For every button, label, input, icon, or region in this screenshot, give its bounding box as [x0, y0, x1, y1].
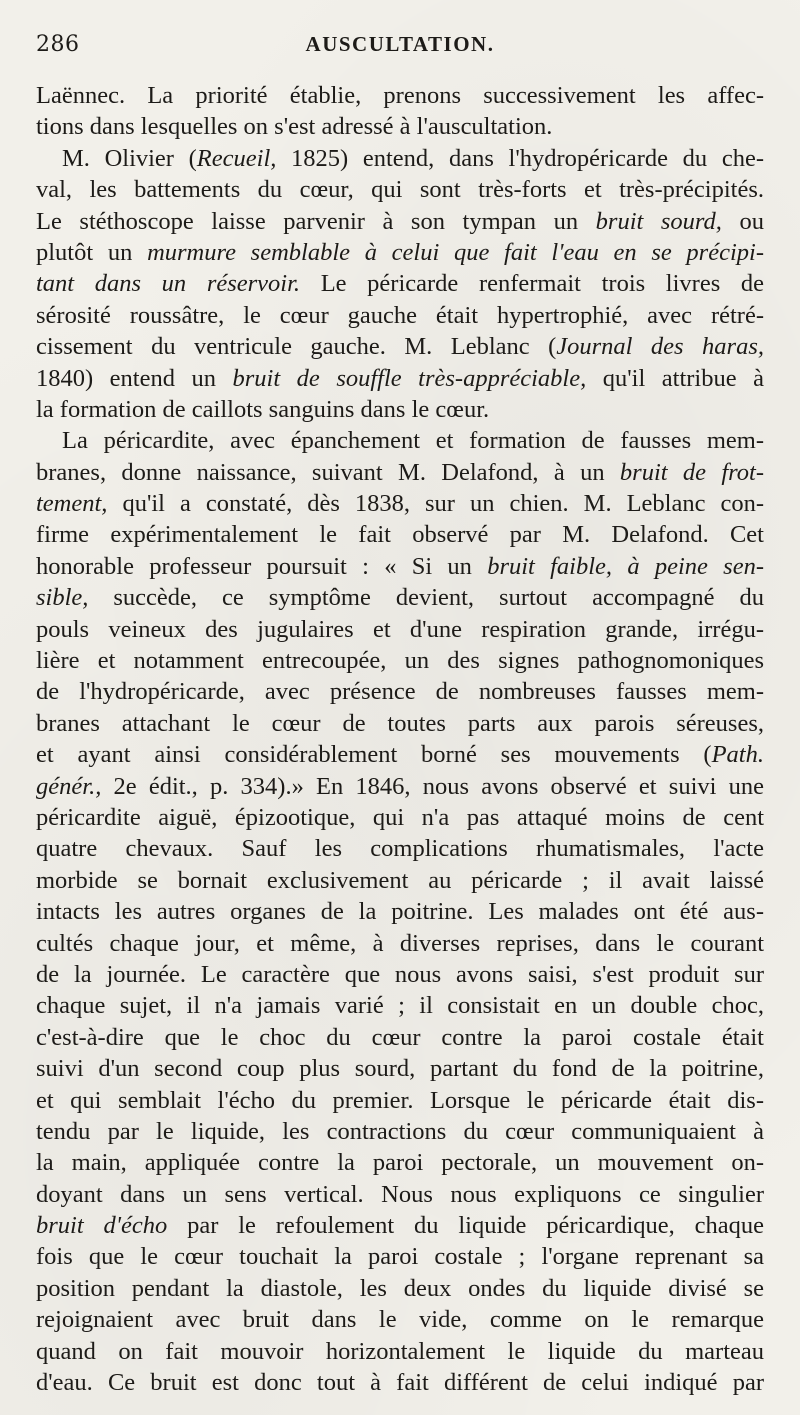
text-line — [36, 1179, 764, 1210]
text-run: 1840) entend un — [36, 364, 233, 392]
text-run: la formation de caillots sanguins dans le cœur. — [36, 395, 490, 423]
text-line — [36, 457, 764, 488]
text-line — [36, 1147, 764, 1178]
text-line — [36, 614, 764, 645]
text-line — [36, 331, 764, 362]
italic-text: Recueil, — [196, 144, 277, 172]
text-run: sérosité roussâtre, le cœur gauche était hypertrophié, avec rétré- — [36, 301, 764, 329]
italic-text: bruit d'écho — [36, 1212, 168, 1240]
italic-text: bruit faible, à peine sen- — [487, 552, 764, 580]
text-line — [36, 1022, 764, 1053]
text-line — [36, 1273, 764, 1304]
text-run: La péricardite, avec épanchement et formation de fausses mem- — [62, 427, 764, 455]
running-head: AUSCULTATION. — [305, 32, 495, 56]
italic-text: bruit de souffle très-appréciable, — [232, 364, 587, 392]
text-line — [36, 896, 764, 927]
text-run: 1825) entend, dans l'hydropéricarde du che- — [276, 144, 765, 172]
text-run: cissement du ventricule gauche. M. Leblanc ( — [36, 333, 557, 361]
text-run: val, les battements du cœur, qui sont très-forts et très-précipités. — [36, 176, 764, 204]
text-line — [36, 1116, 764, 1147]
text-line — [36, 645, 764, 676]
text-line — [36, 363, 764, 394]
text-line — [36, 80, 764, 111]
text-line — [36, 1053, 764, 1084]
text-run: 2e édit., p. 334).» En 1846, nous avons observé et suivi une — [101, 772, 764, 800]
text-run: suivi d'un second coup plus sourd, partant du fond de la poitrine, — [36, 1055, 764, 1083]
text-line — [36, 582, 764, 613]
text-line — [36, 394, 764, 425]
text-line — [36, 959, 764, 990]
text-line — [36, 676, 764, 707]
text-run: doyant dans un sens vertical. Nous nous expliquons ce singulier — [36, 1180, 764, 1208]
italic-text: tement, — [36, 490, 108, 518]
text-run: c'est-à-dire que le choc du cœur contre la paroi costale était — [36, 1023, 764, 1051]
text-run: péricardite aiguë, épizootique, qui n'a pas attaqué moins de cent — [36, 803, 764, 831]
text-run: quand on fait mouvoir horizontalement le liquide du marteau — [36, 1337, 764, 1365]
text-run: d'eau. Ce bruit est donc tout à fait différent de celui indiqué par — [36, 1369, 764, 1397]
text-line — [36, 174, 764, 205]
italic-text: bruit de frot- — [619, 458, 765, 486]
text-run: position pendant la diastole, les deux ondes du liquide divisé se — [36, 1274, 764, 1302]
text-run: tions dans lesquelles on s'est adressé à l'auscultation. — [36, 113, 553, 141]
text-line — [36, 739, 764, 770]
text-line — [36, 708, 764, 739]
text-line — [36, 206, 764, 237]
text-line — [36, 143, 764, 174]
text-run: intacts les autres organes de la poitrine. Les malades ont été aus- — [36, 898, 764, 926]
text-line — [36, 519, 764, 550]
text-line — [36, 990, 764, 1021]
text-run: fois que le cœur touchait la paroi costale ; l'organe reprenant sa — [36, 1243, 764, 1271]
italic-text: sible, — [36, 584, 89, 612]
italic-text: bruit sourd, — [595, 207, 722, 235]
text-line — [36, 1085, 764, 1116]
text-run: honorable professeur poursuit : « Si un — [36, 552, 488, 580]
text-run: pouls veineux des jugulaires et d'une respiration grande, irrégu- — [36, 615, 764, 643]
text-run: de l'hydropéricarde, avec présence de nombreuses fausses mem- — [36, 678, 764, 706]
text-run: quatre chevaux. Sauf les complications rhumatismales, l'acte — [36, 835, 764, 863]
text-run: cultés chaque jour, et même, à diverses reprises, dans le courant — [36, 929, 764, 957]
text-line — [36, 425, 764, 456]
text-run: par le refoulement du liquide péricardique, chaque — [167, 1212, 765, 1240]
page-header — [36, 32, 764, 64]
text-run: branes attachant le cœur de toutes parts aux parois séreuses, — [36, 709, 764, 737]
text-run: qu'il a constaté, dès 1838, sur un chien. M. Leblanc con- — [107, 490, 764, 518]
text-line — [36, 1210, 764, 1241]
text-run: firme expérimentalement le fait observé par M. Delafond. Cet — [36, 521, 764, 549]
text-run: morbide se bornait exclusivement au péricarde ; il avait laissé — [36, 866, 764, 894]
italic-text: tant dans un réservoir. — [36, 270, 301, 298]
text-line — [36, 1241, 764, 1272]
text-line — [36, 1367, 764, 1398]
italic-text: Journal des haras, — [556, 333, 764, 361]
text-run: rejoignaient avec bruit dans le vide, comme on le remarque — [36, 1306, 764, 1334]
text-line — [36, 1304, 764, 1335]
text-run: et qui semblait l'écho du premier. Lorsque le péricarde était dis- — [36, 1086, 764, 1114]
text-run: succède, ce symptôme devient, surtout accompagné du — [88, 584, 764, 612]
italic-text: murmure semblable à celui que fait l'eau en se précipi- — [147, 238, 764, 266]
text-line — [36, 1336, 764, 1367]
text-run: ou — [721, 207, 765, 235]
text-run: Le péricarde renfermait trois livres de — [300, 270, 765, 298]
text-run: de la journée. Le caractère que nous avons saisi, s'est produit sur — [36, 960, 764, 988]
text-line — [36, 237, 764, 268]
text-run: chaque sujet, il n'a jamais varié ; il consistait en un double choc, — [36, 992, 764, 1020]
text-run: branes, donne naissance, suivant M. Delafond, à un — [36, 458, 620, 486]
text-line — [36, 865, 764, 896]
text-line — [36, 802, 764, 833]
text-line — [36, 111, 764, 142]
text-run: lière et notamment entrecoupée, un des signes pathognomoniques — [36, 647, 764, 675]
body-text — [36, 80, 764, 1398]
text-run: plutôt un — [36, 238, 148, 266]
text-line — [36, 928, 764, 959]
text-line — [36, 833, 764, 864]
italic-text: génér., — [36, 772, 102, 800]
italic-text: Path. — [711, 741, 764, 769]
text-line — [36, 300, 764, 331]
text-line — [36, 268, 764, 299]
text-run: Le stéthoscope laisse parvenir à son tympan un — [36, 207, 596, 235]
page-number: 286 — [36, 32, 80, 57]
text-run: la main, appliquée contre la paroi pectorale, un mouvement on- — [36, 1149, 764, 1177]
text-run: qu'il attribue à — [586, 364, 764, 392]
text-run: M. Olivier ( — [62, 144, 197, 172]
text-line — [36, 551, 764, 582]
text-run: Laënnec. La priorité établie, prenons successivement les affec- — [36, 82, 764, 109]
text-line — [36, 771, 764, 802]
text-run: tendu par le liquide, les contractions du cœur communiquaient à — [36, 1117, 764, 1145]
text-line — [36, 488, 764, 519]
text-run: et ayant ainsi considérablement borné ses mouvements ( — [36, 741, 712, 769]
